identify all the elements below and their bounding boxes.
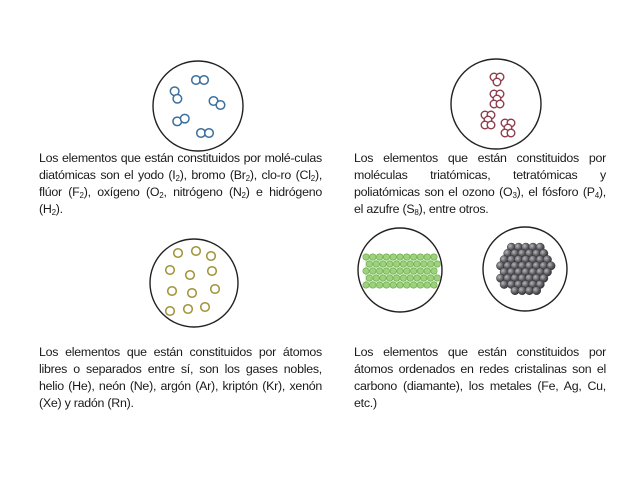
lattice-atom <box>390 282 396 288</box>
lattice-atom <box>373 261 379 267</box>
polyatomic-molecules-illustration <box>451 59 541 149</box>
polyatomic-atom <box>496 100 504 108</box>
diatomic-atom <box>205 129 214 138</box>
caption-text: ), flúor (F <box>39 168 323 199</box>
lattice-atom <box>363 268 369 274</box>
caption-text: ) e hidrógeno (H <box>39 185 322 216</box>
caption-text: ), el azufre (S <box>354 185 606 216</box>
metal-atom <box>532 286 540 294</box>
lattice-atom <box>366 275 372 281</box>
lattice-atom <box>404 254 410 260</box>
lattice-atom <box>373 275 379 281</box>
lattice-atom <box>410 268 416 274</box>
formula-subscript: 2 <box>79 191 84 200</box>
lattice-atom <box>404 268 410 274</box>
crystal-lattice-illustration <box>358 228 442 312</box>
lattice-atom <box>424 268 430 274</box>
free-atom <box>186 271 195 280</box>
lattice-atom <box>376 268 382 274</box>
monatomic-caption <box>39 344 322 412</box>
lattice-atom <box>370 254 376 260</box>
formula-subscript: 2 <box>310 174 315 183</box>
free-atom <box>201 303 210 312</box>
lattice-atom <box>424 282 430 288</box>
crystal-networks-caption <box>354 344 606 412</box>
lattice-atom <box>431 254 437 260</box>
metal-cluster-illustration <box>483 227 567 311</box>
diatomic-atom <box>180 114 189 123</box>
free-atom <box>192 247 201 256</box>
lattice-atom <box>417 282 423 288</box>
formula-subscript: 2 <box>175 174 180 183</box>
lattice-atom <box>434 275 440 281</box>
free-atom <box>174 249 183 258</box>
lattice-atom <box>414 261 420 267</box>
lattice-atom <box>387 261 393 267</box>
diatomic-caption <box>39 150 322 218</box>
lattice-atom <box>363 254 369 260</box>
lattice-atom <box>366 261 372 267</box>
polyatomic-atom <box>487 121 495 129</box>
lattice-atom <box>380 275 386 281</box>
lattice-atom <box>370 268 376 274</box>
lattice-atom <box>387 275 393 281</box>
free-atom <box>166 266 175 275</box>
lattice-atom <box>427 261 433 267</box>
caption-text: Los elementos que están constituidos por moléculas triatómicas, tetratómicas y poliatómicas son el ozono (O <box>354 151 606 199</box>
lattice-atom <box>370 282 376 288</box>
lattice-atom <box>390 254 396 260</box>
free-atom <box>208 267 217 276</box>
lattice-atom <box>417 268 423 274</box>
caption-text: ), clo-ro (Cl <box>249 168 311 182</box>
formula-subscript: 4 <box>594 191 599 200</box>
lattice-atom <box>410 254 416 260</box>
lattice-atom <box>400 261 406 267</box>
lattice-atom <box>414 275 420 281</box>
lattice-atom <box>431 282 437 288</box>
formula-subscript: 8 <box>414 208 419 217</box>
lattice-atom <box>363 282 369 288</box>
lattice-atom <box>410 282 416 288</box>
caption-text: ). <box>55 202 63 216</box>
lattice-atom <box>383 254 389 260</box>
free-atom <box>188 289 197 298</box>
free-atom <box>184 305 193 314</box>
free-atom <box>211 285 220 294</box>
formula-subscript: 2 <box>159 191 164 200</box>
lattice-atom <box>400 275 406 281</box>
lattice-atom <box>421 261 427 267</box>
lattice-atom <box>376 282 382 288</box>
diatomic-atom <box>216 101 225 110</box>
lattice-atom <box>393 261 399 267</box>
caption-text: , nitrógeno (N <box>163 185 242 199</box>
free-atom <box>207 252 216 261</box>
lattice-atom <box>421 275 427 281</box>
lattice-atom <box>390 268 396 274</box>
lattice-atom <box>407 261 413 267</box>
caption-text: ), el fósforo (P <box>516 185 595 199</box>
diatomic-atom <box>173 94 182 103</box>
polyatomic-atom <box>493 78 501 86</box>
polyatomic-caption <box>354 150 606 218</box>
lattice-atom <box>393 275 399 281</box>
lattice-atom <box>434 261 440 267</box>
lattice-atom <box>397 268 403 274</box>
lattice-atom <box>424 254 430 260</box>
lattice-atom <box>397 254 403 260</box>
formula-subscript: 2 <box>51 208 56 217</box>
caption-text: Los elementos que están constituidos por molé-culas diatómicas son el yodo (I <box>39 151 322 182</box>
lattice-atom <box>383 268 389 274</box>
polyatomic-atom <box>507 129 515 137</box>
lattice-atom <box>376 254 382 260</box>
caption-text: ), bromo (Br <box>179 168 246 182</box>
lattice-atom <box>383 282 389 288</box>
free-atom <box>168 287 177 296</box>
diatomic-molecules-illustration <box>153 61 243 151</box>
lattice-atom <box>380 261 386 267</box>
caption-text: Los elementos que están constituidos por átomos ordenados en redes cristalinas son el carbono (diamante), los metales (Fe, Ag, Cu, etc.) <box>354 345 606 410</box>
formula-subscript: 2 <box>245 174 250 183</box>
caption-text: Los elementos que están constituidos por átomos libres o separados entre sí, son los gases nobles, helio (He), neón (Ne), argón (Ar), kriptón (Kr), xenón (Xe) y radón (Rn). <box>39 345 322 410</box>
diatomic-atom <box>200 76 209 85</box>
caption-text: ), oxígeno (O <box>83 185 160 199</box>
lattice-atom <box>431 268 437 274</box>
free-atom <box>166 307 175 316</box>
lattice-atom <box>427 275 433 281</box>
lattice-atom <box>404 282 410 288</box>
lattice-atom <box>407 275 413 281</box>
lattice-atom <box>397 282 403 288</box>
free-atoms-illustration <box>150 239 238 327</box>
formula-subscript: 2 <box>241 191 246 200</box>
formula-subscript: 3 <box>512 191 517 200</box>
lattice-atom <box>417 254 423 260</box>
caption-text: ), entre otros. <box>418 202 489 216</box>
